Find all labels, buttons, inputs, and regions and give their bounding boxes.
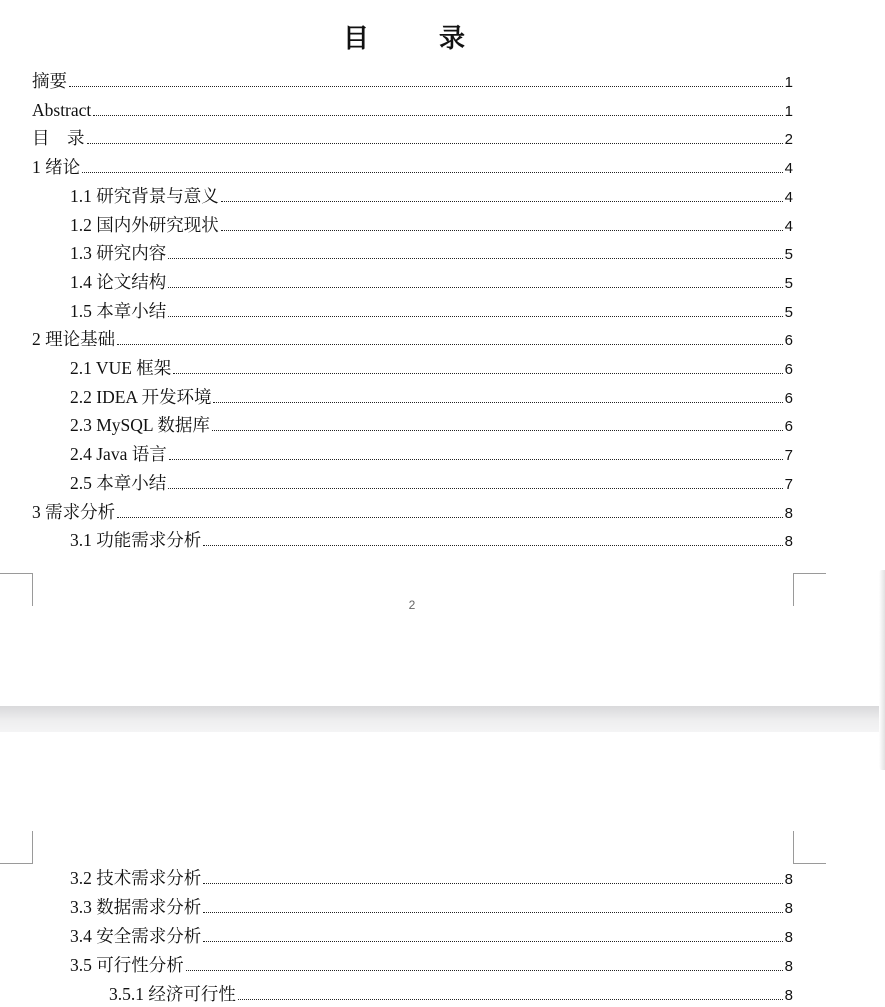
toc-entry-label: 2.5 本章小结: [70, 472, 167, 493]
toc-dot-leader: [82, 172, 783, 173]
toc-dot-leader: [203, 941, 782, 942]
toc-entry[interactable]: [32, 99, 793, 121]
toc-entry[interactable]: [70, 954, 793, 976]
toc-entry-page: 5: [784, 274, 793, 292]
toc-entry[interactable]: [70, 386, 793, 408]
toc-entry[interactable]: [70, 896, 793, 918]
toc-entry[interactable]: [70, 529, 793, 551]
crop-mark-top-right: [793, 831, 826, 864]
page-gap: [0, 706, 885, 732]
toc-entry-page: 8: [784, 929, 793, 946]
toc-entry[interactable]: [70, 271, 793, 293]
toc-entry-page: 8: [784, 987, 793, 1004]
crop-mark-top-left: [0, 831, 33, 864]
page-number: 2: [408, 598, 416, 612]
toc-entry-label: 2.3 MySQL 数据库: [70, 415, 210, 436]
toc-entry-label: 2.4 Java 语言: [70, 444, 167, 465]
toc-entry[interactable]: [70, 300, 793, 322]
crop-mark-bottom-right: [793, 573, 826, 606]
toc-entry[interactable]: [70, 357, 793, 379]
toc-entry-page: 7: [784, 475, 793, 493]
toc-entry[interactable]: [70, 867, 793, 889]
toc-entry-label: 3.5.1 经济可行性: [109, 984, 236, 1004]
toc-dot-leader: [212, 430, 783, 431]
toc-entry[interactable]: [70, 925, 793, 947]
toc-entry-label: 2.1 VUE 框架: [70, 358, 172, 378]
toc-dot-leader: [203, 883, 782, 884]
toc-entry-label: 1.4 论文结构: [70, 271, 167, 292]
toc-entry[interactable]: [32, 328, 793, 350]
toc-entry-page: 6: [784, 332, 793, 350]
toc-entry[interactable]: [70, 414, 793, 436]
toc-entry-page: 1: [784, 74, 793, 91]
toc-entry-label: 1.2 国内外研究现状: [70, 214, 219, 235]
toc-entry[interactable]: [70, 214, 793, 236]
toc-entry-page: 8: [784, 900, 793, 917]
toc-entry-label: Abstract: [32, 99, 92, 120]
toc-dot-leader: [87, 143, 783, 144]
toc-dot-leader: [117, 344, 783, 345]
toc-entry[interactable]: [70, 185, 793, 207]
toc-entry-label: 1 绪论: [32, 157, 81, 178]
toc-entry[interactable]: [70, 472, 793, 494]
toc-dot-leader: [203, 912, 782, 913]
toc-entry-label: 2.2 IDEA 开发环境: [70, 386, 212, 407]
toc-entry[interactable]: [70, 242, 793, 264]
toc-dot-leader: [168, 258, 782, 259]
crop-mark-bottom-left: [0, 573, 33, 606]
toc-dot-leader: [173, 373, 782, 374]
toc-dot-leader: [117, 517, 783, 518]
toc-entry[interactable]: [32, 127, 793, 149]
toc-entry-label: 2 理论基础: [32, 329, 116, 350]
toc-entry-page: 4: [784, 217, 793, 235]
toc-entry[interactable]: [70, 443, 793, 465]
toc-dot-leader: [93, 115, 782, 116]
toc-entry-page: 7: [784, 447, 793, 465]
toc-entry[interactable]: [109, 983, 793, 1005]
toc-entry-label: 3.1 功能需求分析: [70, 530, 202, 551]
toc-entry-page: 2: [784, 131, 793, 149]
toc-entry-page: 8: [784, 533, 793, 551]
toc-entry-page: 8: [784, 958, 793, 975]
toc-dot-leader: [69, 86, 783, 87]
toc-entry-page: 5: [784, 303, 793, 321]
toc-dot-leader: [221, 201, 783, 202]
toc-entry[interactable]: [32, 501, 793, 523]
toc-dot-leader: [186, 970, 783, 971]
toc-dot-leader: [169, 459, 783, 460]
toc-entry[interactable]: [32, 70, 793, 92]
toc-entry-label: 3.3 数据需求分析: [70, 897, 202, 917]
toc-entry-label: 3 需求分析: [32, 501, 116, 522]
toc-entry-label: 3.4 安全需求分析: [70, 926, 202, 946]
toc-dot-leader: [221, 230, 783, 231]
toc-entry-label: 1.5 本章小结: [70, 300, 167, 321]
toc-dot-leader: [168, 316, 782, 317]
page-edge-shadow: [879, 570, 885, 770]
toc-entry-page: 8: [784, 871, 793, 888]
toc-title: 目 录: [342, 24, 487, 54]
toc-entry-page: 5: [784, 246, 793, 264]
toc-entry-page: 6: [784, 418, 793, 436]
toc-entry-page: 8: [784, 504, 793, 522]
toc-dot-leader: [213, 402, 782, 403]
toc-dot-leader: [203, 545, 782, 546]
toc-entry-page: 1: [784, 102, 793, 120]
toc-dot-leader: [168, 287, 782, 288]
toc-entry-page: 6: [784, 389, 793, 407]
toc-entry-page: 6: [784, 361, 793, 378]
toc-entry-label: 目 录: [32, 128, 85, 149]
toc-entry-label: 3.5 可行性分析: [70, 955, 184, 975]
toc-dot-leader: [168, 488, 782, 489]
toc-entry-label: 1.1 研究背景与意义: [70, 185, 219, 206]
toc-entry[interactable]: [32, 156, 793, 178]
toc-entry-label: 3.2 技术需求分析: [70, 868, 202, 888]
toc-entry-page: 4: [784, 160, 793, 178]
toc-entry-page: 4: [784, 188, 793, 206]
toc-entry-label: 1.3 研究内容: [70, 243, 167, 264]
toc-entry-label: 摘要: [32, 71, 67, 91]
